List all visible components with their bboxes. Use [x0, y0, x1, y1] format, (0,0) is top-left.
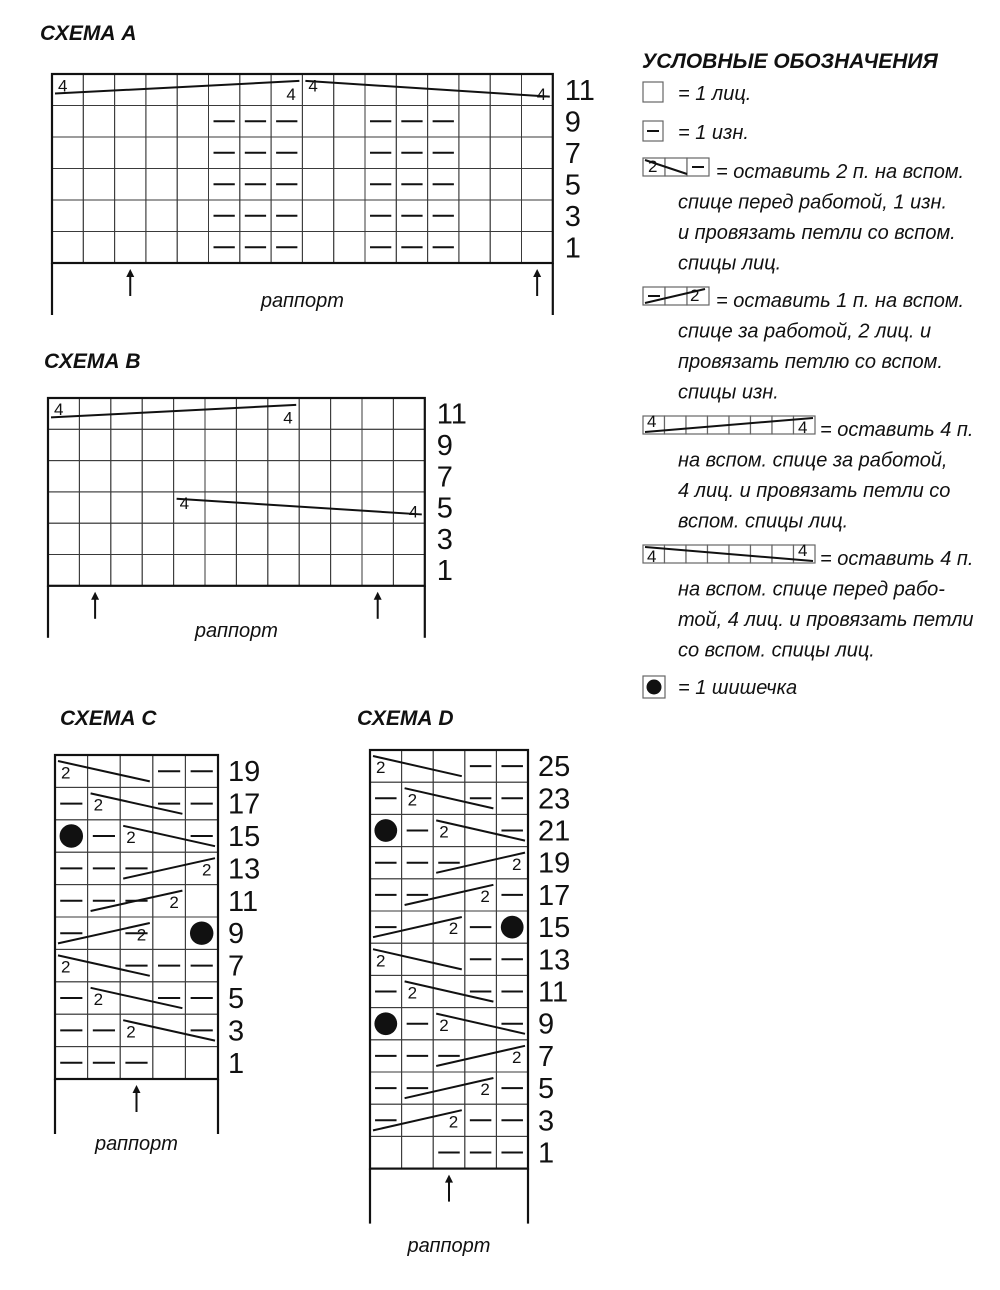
grid-cell	[334, 74, 365, 106]
grid-cell	[331, 429, 362, 460]
row-number: 1	[436, 555, 453, 588]
grid-cell	[268, 461, 299, 492]
grid-cell	[52, 232, 83, 264]
grid-cell	[83, 169, 114, 201]
grid-cell	[459, 232, 490, 264]
chart-b-title: СХЕМА B	[44, 350, 141, 373]
grid-cell	[79, 429, 110, 460]
grid-cell	[268, 429, 299, 460]
row-number: 17	[228, 788, 261, 821]
grid-cell	[299, 461, 330, 492]
grid-cell	[142, 429, 173, 460]
grid-cell	[174, 398, 205, 429]
cable-count-label: 2	[439, 822, 449, 842]
grid-cell	[459, 74, 490, 106]
grid-cell	[393, 461, 424, 492]
rapport-arrow-head	[91, 592, 99, 600]
cable-symbol-label-right: 4	[798, 418, 808, 437]
grid-cell	[302, 106, 333, 138]
grid-cell	[83, 137, 114, 169]
row-number: 9	[564, 106, 581, 139]
grid-cell	[459, 106, 490, 138]
row-number: 11	[538, 976, 569, 1009]
cable-count-label: 2	[376, 758, 386, 778]
legend-text-line: спице за работой, 2 лиц. и	[678, 320, 932, 343]
grid-cell	[120, 755, 153, 787]
grid-cell	[236, 492, 267, 523]
grid-cell	[52, 74, 83, 106]
grid-cell	[185, 885, 218, 917]
grid-cell	[177, 137, 208, 169]
cable-count-label: 4	[536, 84, 547, 104]
grid-cell	[111, 523, 142, 554]
grid-cell	[79, 523, 110, 554]
row-number: 9	[228, 918, 245, 951]
grid-cell	[490, 106, 521, 138]
grid-cell	[146, 137, 177, 169]
row-number: 5	[538, 1073, 555, 1106]
cable-count-label: 2	[61, 957, 71, 977]
grid-cell	[48, 555, 79, 586]
cable-count-label: 4	[179, 494, 190, 514]
cable-count-label: 2	[93, 990, 104, 1010]
grid-cell	[146, 106, 177, 138]
grid-cell	[396, 74, 427, 106]
cross-symbol-label: 2	[648, 157, 658, 176]
grid-cell	[83, 106, 114, 138]
grid-cell	[236, 461, 267, 492]
row-number: 3	[228, 1015, 245, 1048]
grid-cell	[111, 429, 142, 460]
grid-cell	[299, 523, 330, 554]
grid-cell	[433, 750, 465, 782]
grid-cell	[88, 787, 121, 819]
legend-text-line: той, 4 лиц. и провязать петли	[678, 609, 974, 631]
legend-text-line: = оставить 4 п.	[820, 548, 974, 570]
cable-count-label: 2	[61, 763, 71, 783]
cable-count-label: 2	[448, 1112, 459, 1132]
grid-cell	[177, 169, 208, 201]
bobble-mark	[190, 921, 213, 944]
grid-cell	[142, 398, 173, 429]
chart-a-title: СХЕМА A	[40, 22, 137, 45]
grid-cell	[302, 74, 333, 106]
legend-text-line: = оставить 2 п. на вспом.	[716, 161, 965, 183]
legend-item-cable-4-4-front	[643, 541, 974, 662]
grid-cell	[79, 461, 110, 492]
cable-count-label: 2	[136, 925, 147, 945]
cable-symbol-cell	[772, 545, 794, 563]
legend-text-line: спицы лиц.	[678, 252, 782, 275]
legend-item-cable-4-4-back	[643, 412, 973, 533]
legend-text-line: = 1 лиц.	[678, 83, 752, 105]
grid-cell	[142, 461, 173, 492]
cable-count-label: 2	[93, 795, 104, 815]
cable-count-label: 2	[202, 860, 212, 880]
grid-cell	[115, 106, 146, 138]
grid-cell	[153, 1047, 186, 1079]
grid-cell	[174, 461, 205, 492]
grid-cell	[299, 555, 330, 586]
grid-cell	[146, 200, 177, 232]
grid-cell	[142, 523, 173, 554]
grid-cell	[111, 555, 142, 586]
grid-cell	[153, 917, 186, 949]
grid-cell	[205, 429, 236, 460]
grid-cell	[299, 398, 330, 429]
cable-symbol-label-right: 4	[798, 541, 808, 560]
grid-cell	[402, 782, 434, 814]
legend-text-line: со вспом. спицы лиц.	[678, 639, 875, 662]
grid-cell	[48, 398, 79, 429]
grid-cell	[490, 200, 521, 232]
grid-cell	[331, 398, 362, 429]
grid-cell	[177, 106, 208, 138]
grid-cell	[205, 523, 236, 554]
rapport-label: раппорт	[95, 1133, 178, 1155]
row-number: 25	[538, 751, 571, 784]
chart-d	[357, 707, 570, 1257]
grid-cell	[334, 169, 365, 201]
row-number: 13	[538, 944, 571, 977]
grid-cell	[362, 492, 393, 523]
cable-count-label: 2	[480, 886, 490, 906]
cable-count-label: 2	[169, 892, 179, 912]
grid-cell	[331, 492, 362, 523]
grid-cell	[459, 169, 490, 201]
grid-cell	[174, 523, 205, 554]
grid-cell	[370, 943, 402, 975]
row-number: 11	[564, 74, 595, 107]
rapport-arrow-head	[126, 269, 134, 277]
row-number: 15	[228, 821, 261, 853]
grid-cell	[146, 169, 177, 201]
grid-cell	[393, 429, 424, 460]
grid-cell	[240, 74, 271, 106]
row-number: 19	[538, 847, 571, 880]
grid-cell	[490, 74, 521, 106]
grid-cell	[370, 750, 402, 782]
row-number: 1	[564, 232, 581, 265]
legend-item-purl	[643, 121, 749, 144]
cable-count-label: 2	[407, 983, 418, 1003]
grid-cell	[370, 1136, 402, 1168]
row-number: 11	[436, 398, 467, 431]
grid-cell	[236, 523, 267, 554]
grid-cell	[79, 492, 110, 523]
row-number: 5	[228, 983, 245, 1015]
grid-cell	[142, 492, 173, 523]
grid-cell	[522, 137, 553, 169]
legend-text-line: = 1 изн.	[678, 122, 749, 144]
grid-cell	[402, 1136, 434, 1168]
grid-cell	[111, 492, 142, 523]
legend-text-line: = оставить 1 п. на вспом.	[716, 290, 965, 312]
grid-cell	[365, 74, 396, 106]
grid-cell	[52, 169, 83, 201]
cable-count-label: 2	[126, 828, 136, 848]
legend	[642, 50, 974, 699]
grid-cell	[115, 232, 146, 264]
grid-cell	[174, 555, 205, 586]
cable-count-label: 4	[308, 76, 318, 96]
grid-cell	[268, 555, 299, 586]
grid-cell	[459, 200, 490, 232]
grid-cell	[236, 555, 267, 586]
bobble-mark	[374, 1012, 397, 1035]
grid-cell	[268, 523, 299, 554]
rapport-label: раппорт	[407, 1235, 491, 1257]
grid-cell	[205, 461, 236, 492]
grid-cell	[205, 492, 236, 523]
cable-count-label: 2	[480, 1080, 490, 1100]
cable-count-label: 4	[283, 408, 293, 428]
grid-cell	[55, 755, 88, 787]
grid-cell	[115, 200, 146, 232]
cable-count-label: 2	[376, 951, 386, 971]
grid-cell	[177, 200, 208, 232]
grid-cell	[334, 232, 365, 264]
cable-count-label: 4	[286, 84, 296, 104]
cable-symbol-cell	[751, 545, 773, 563]
grid-cell	[111, 461, 142, 492]
legend-text-line: спицы изн.	[678, 381, 779, 404]
chart-c	[55, 707, 260, 1155]
row-number: 3	[538, 1105, 555, 1138]
grid-cell	[174, 492, 205, 523]
grid-cell	[302, 200, 333, 232]
grid-cell	[146, 232, 177, 264]
cable-count-label: 2	[448, 919, 459, 939]
row-number: 3	[564, 200, 581, 233]
grid-cell	[120, 820, 153, 852]
grid-cell	[522, 200, 553, 232]
grid-cell	[236, 398, 267, 429]
cable-count-label: 2	[126, 1022, 136, 1042]
grid-cell	[52, 200, 83, 232]
grid-cell	[48, 523, 79, 554]
cable-count-label: 2	[407, 790, 418, 810]
legend-text-line: и провязать петли со вспом.	[678, 222, 956, 244]
legend-title: УСЛОВНЫЕ ОБОЗНАЧЕНИЯ	[642, 50, 938, 73]
grid-cell	[393, 555, 424, 586]
legend-text-line: спице перед работой, 1 изн.	[678, 191, 948, 214]
grid-cell	[433, 943, 465, 975]
grid-cell	[490, 169, 521, 201]
cable-symbol-cell	[772, 416, 794, 434]
grid-cell	[362, 398, 393, 429]
grid-cell	[185, 1047, 218, 1079]
legend-text-line: вспом. спицы лиц.	[678, 510, 849, 533]
bobble-mark	[60, 824, 83, 847]
row-number: 9	[436, 429, 453, 462]
rapport-arrow-head	[445, 1175, 453, 1183]
grid-cell	[522, 169, 553, 201]
grid-cell	[362, 555, 393, 586]
grid-cell	[334, 106, 365, 138]
row-number: 1	[538, 1137, 555, 1170]
row-number: 7	[436, 461, 453, 494]
grid-cell	[83, 232, 114, 264]
grid-cell	[362, 461, 393, 492]
legend-text-line: на вспом. спице перед рабо-	[678, 578, 945, 601]
grid-cell	[142, 555, 173, 586]
grid-cell	[299, 429, 330, 460]
row-number: 7	[538, 1040, 555, 1073]
row-number: 9	[538, 1008, 555, 1041]
cross-symbol-label: 2	[690, 286, 700, 305]
legend-text-line: на вспом. спице за работой,	[678, 449, 948, 472]
grid-cell	[334, 137, 365, 169]
row-number: 7	[564, 137, 581, 170]
legend-item-knit	[643, 82, 751, 105]
grid-cell	[393, 398, 424, 429]
cable-symbol-label-left: 4	[647, 547, 657, 566]
row-number: 23	[538, 783, 571, 816]
cable-line	[373, 949, 462, 969]
rapport-label: раппорт	[194, 620, 278, 642]
grid-cell	[52, 137, 83, 169]
grid-cell	[302, 137, 333, 169]
grid-cell	[331, 555, 362, 586]
chart-c-title: СХЕМА C	[60, 707, 157, 730]
grid-cell	[302, 232, 333, 264]
cable-count-label: 4	[58, 76, 68, 96]
grid-cell	[362, 523, 393, 554]
bobble-mark	[374, 819, 397, 842]
grid-cell	[331, 523, 362, 554]
legend-text-line: 4 лиц. и провязать петли со	[678, 480, 951, 502]
grid-cell	[402, 975, 434, 1007]
legend-text-line: = оставить 4 п.	[820, 419, 974, 441]
row-number: 1	[228, 1047, 245, 1080]
rapport-arrow-head	[133, 1085, 141, 1093]
grid-cell	[48, 461, 79, 492]
grid-cell	[55, 949, 88, 981]
legend-item-bobble	[643, 676, 797, 699]
row-number: 21	[538, 815, 571, 848]
grid-cell	[174, 429, 205, 460]
cable-symbol-cell	[751, 416, 773, 434]
cable-symbol-cell	[686, 416, 708, 434]
rapport-label: раппорт	[260, 290, 344, 312]
grid-cell	[205, 555, 236, 586]
cable-symbol-cell	[665, 416, 687, 434]
cable-count-label: 4	[408, 502, 419, 522]
grid-cell	[236, 429, 267, 460]
row-number: 5	[436, 492, 453, 525]
grid-cell	[459, 137, 490, 169]
grid-cell	[120, 1014, 153, 1046]
rapport-arrow-head	[374, 592, 382, 600]
grid-cell	[205, 398, 236, 429]
row-number: 5	[564, 169, 581, 202]
row-number: 3	[436, 523, 453, 556]
grid-cell	[146, 74, 177, 106]
grid-cell	[331, 461, 362, 492]
grid-cell	[393, 523, 424, 554]
grid-cell	[522, 106, 553, 138]
cable-line	[373, 756, 462, 776]
legend-item-cross-2-1-left	[643, 157, 964, 275]
row-number: 19	[228, 756, 261, 789]
cable-count-label: 2	[439, 1015, 449, 1035]
cable-line	[58, 761, 150, 781]
grid-cell	[115, 137, 146, 169]
grid-cell	[490, 137, 521, 169]
grid-cell	[115, 169, 146, 201]
legend-text-line: = 1 шишечка	[678, 677, 798, 699]
cable-count-label: 2	[512, 1047, 522, 1067]
grid-cell	[48, 492, 79, 523]
cable-symbol-label-left: 4	[647, 412, 657, 431]
cable-count-label: 2	[512, 854, 522, 874]
chart-a	[40, 22, 595, 315]
grid-cell	[334, 200, 365, 232]
grid-cell	[79, 555, 110, 586]
grid-cell	[433, 814, 465, 846]
grid-cell	[48, 429, 79, 460]
row-number: 17	[538, 879, 571, 912]
grid-cell	[433, 1008, 465, 1040]
grid-cell	[52, 106, 83, 138]
cable-symbol-cell	[665, 545, 687, 563]
legend-text-line: провязать петлю со вспом.	[678, 351, 943, 373]
row-number: 7	[228, 950, 245, 983]
grid-cell	[83, 200, 114, 232]
legend-item-cross-2-1-right	[643, 286, 964, 404]
grid-cell	[177, 232, 208, 264]
bobble-symbol	[647, 680, 662, 695]
row-number: 13	[228, 853, 261, 886]
knit-symbol	[643, 82, 663, 102]
chart-b	[44, 350, 467, 642]
rapport-arrow-head	[533, 269, 541, 277]
grid-cell	[522, 232, 553, 264]
grid-cell	[209, 74, 240, 106]
cable-count-label: 4	[54, 400, 64, 420]
grid-cell	[302, 169, 333, 201]
grid-cell	[490, 232, 521, 264]
grid-cell	[268, 492, 299, 523]
bobble-mark	[501, 916, 524, 939]
row-number: 11	[228, 885, 259, 918]
grid-cell	[362, 429, 393, 460]
grid-cell	[88, 982, 121, 1014]
row-number: 15	[538, 912, 571, 945]
cable-symbol-cell	[686, 545, 708, 563]
chart-d-title: СХЕМА D	[357, 707, 454, 730]
grid-cell	[177, 74, 208, 106]
